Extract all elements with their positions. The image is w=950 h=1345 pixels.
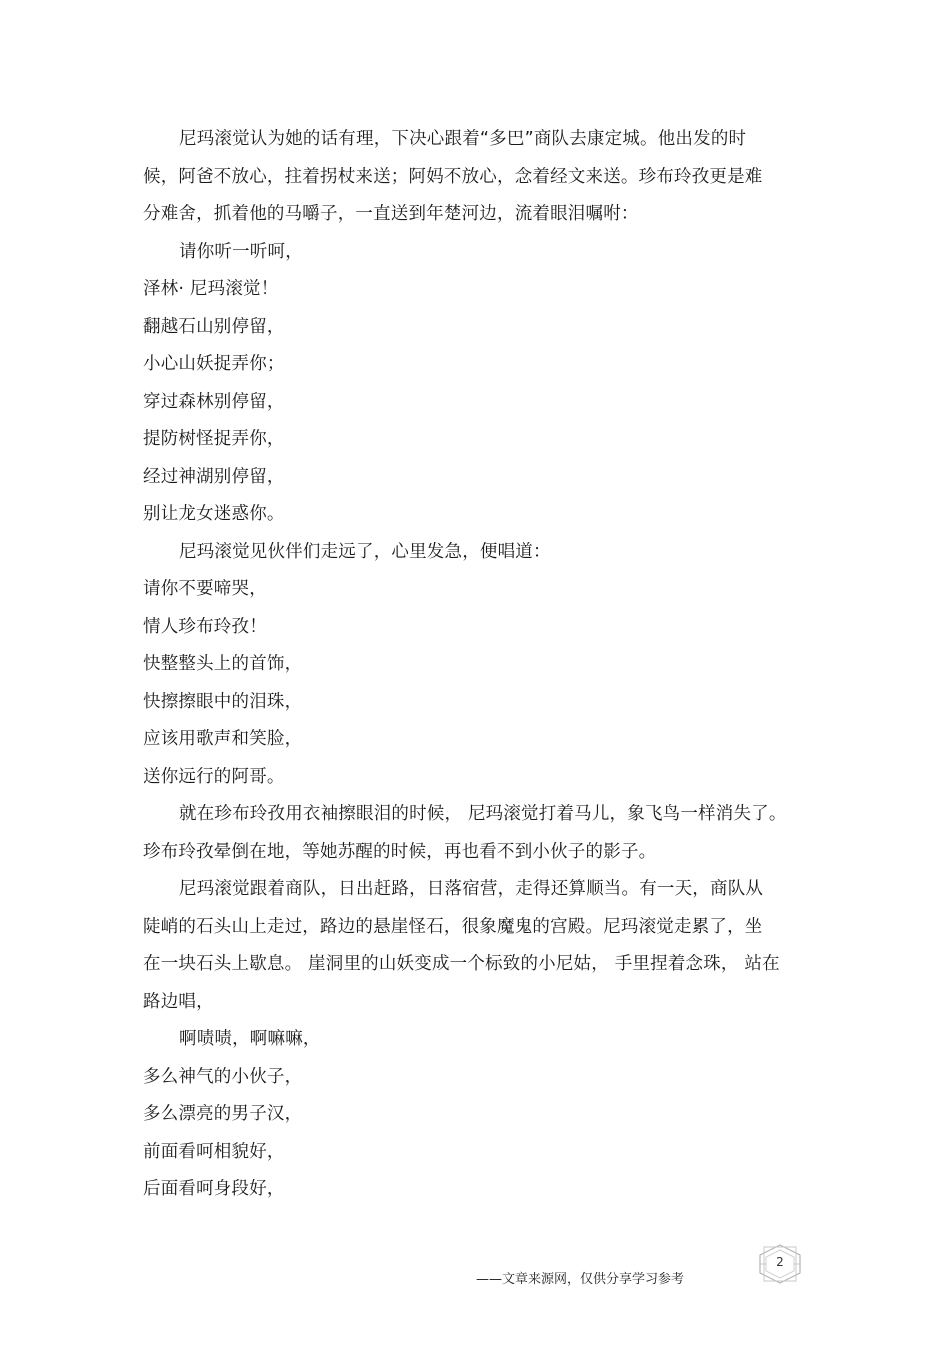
text-line: 情人珍布玲孜！ <box>143 616 267 637</box>
text-line: 分难舍，抓着他的马嚼子，一直送到年楚河边，流着眼泪嘱咐： <box>143 204 639 224</box>
text-line: 尼玛滚觉认为她的话有理，下决心跟着“多巴”商队去康定城。他出发的时 <box>179 129 747 149</box>
text-line: 别让龙女迷惑你。 <box>143 504 285 524</box>
document-body <box>143 121 813 1209</box>
text-line: 尼玛滚觉跟着商队，日出赶路，日落宿营，走得还算顺当。有一天，商队从 <box>179 879 764 899</box>
page-number-badge <box>756 1243 804 1285</box>
text-line: 送你远行的阿哥。 <box>143 766 285 787</box>
text-line: 泽林· 尼玛滚觉！ <box>143 279 279 299</box>
text-line: 候，阿爸不放心，拄着拐杖来送；阿妈不放心，念着经文来送。珍布玲孜更是难 <box>143 166 763 187</box>
text-line: 提防树怪捉弄你， <box>143 429 285 449</box>
page-number: 2 <box>776 1255 784 1269</box>
text-line: 应该用歌声和笑脸， <box>143 729 303 749</box>
text-line: 路边唱， <box>143 991 214 1012</box>
text-line: 快整整头上的首饰， <box>143 654 303 674</box>
text-line: 在一块石头上歇息。 崖洞里的山妖变成一个标致的小尼姑， 手里捏着念珠， 站在 <box>143 954 780 974</box>
text-line: 经过神湖别停留， <box>143 466 285 487</box>
text-line: 快擦擦眼中的泪珠， <box>143 691 303 712</box>
text-line: 啊啧啧，啊嘛嘛， <box>179 1029 321 1049</box>
text-line: 后面看呵身段好， <box>143 1179 285 1199</box>
text-line: 小心山妖捉弄你； <box>143 354 285 374</box>
text-line: 多么漂亮的男子汉， <box>143 1104 303 1124</box>
text-line: 珍布玲孜晕倒在地，等她苏醒的时候，再也看不到小伙子的影子。 <box>143 841 657 862</box>
text-line: 请你不要啼哭， <box>143 579 267 599</box>
footer-note: ——文章来源网，仅供分享学习参考 <box>476 1272 685 1287</box>
text-line: 就在珍布玲孜用衣袖擦眼泪的时候， 尼玛滚觉打着马儿，象飞鸟一样消失了。 <box>179 804 787 824</box>
text-line: 多么神气的小伙子， <box>143 1066 303 1087</box>
text-line: 陡峭的石头山上走过，路边的悬崖怪石，很象魔鬼的宫殿。尼玛滚觉走累了，坐 <box>143 916 763 937</box>
text-line: 请你听一听呵， <box>179 241 303 262</box>
text-line: 穿过森林别停留， <box>143 391 285 412</box>
text-line: 尼玛滚觉见伙伴们走远了，心里发急，便唱道： <box>179 541 551 562</box>
text-line: 前面看呵相貌好， <box>143 1141 285 1162</box>
text-line: 翻越石山别停留， <box>143 316 285 337</box>
